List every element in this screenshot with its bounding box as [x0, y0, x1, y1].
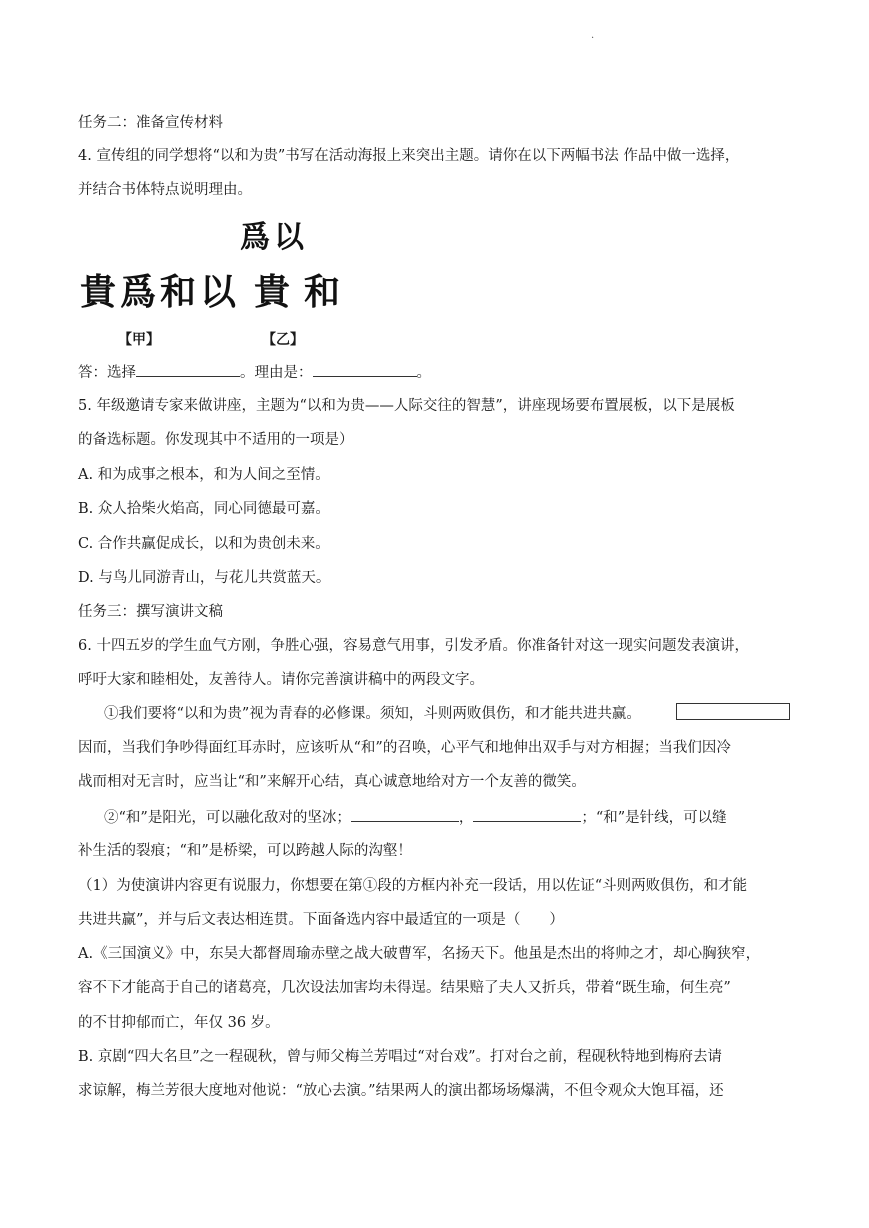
- para1-line3: 战而相对无言时，应当让“和”来解开心结，真心诚意地给对方一个友善的微笑。: [78, 774, 586, 790]
- q4-text-line2: 并结合书体特点说明理由。: [78, 182, 252, 198]
- para2-line1: [104, 807, 790, 828]
- q5-option-a: A. 和为成事之根本，和为人间之至情。: [78, 467, 330, 483]
- option-b-line2: 求谅解，梅兰芳很大度地对他说：“放心去演。”结果两人的演出都场场爆满，不但令观众大饱耳福，还: [78, 1083, 724, 1099]
- para2-blank-2[interactable]: [473, 807, 581, 822]
- para2-suffix: ；“和”是针线，可以缝: [581, 810, 727, 826]
- task3-title: 任务三：撰写演讲文稿: [78, 604, 223, 620]
- calligraphy-yi-bottom: 貴和: [254, 271, 355, 313]
- para2-prefix: ②“和”是阳光，可以融化敌对的坚冰；: [104, 810, 351, 826]
- answer-prefix: 答：选择: [78, 365, 136, 381]
- option-a-line1: A.《三国演义》中，东吴大都督周瑜赤壁之战大破曹军，名扬天下。他虽是杰出的将帅之才，却心胸狭窄，: [78, 946, 761, 962]
- sub1-line2: 共进共赢”，并与后文表达相连贯。下面备选内容中最适宜的一项是（ ）: [78, 912, 564, 928]
- task2-title: 任务二：准备宣传材料: [78, 115, 223, 131]
- q5-text-line1: 5. 年级邀请专家来做讲座，主题为“以和为贵——人际交往的智慧”，讲座现场要布置展板，以下是展板: [78, 398, 735, 414]
- label-yi: 【乙】: [262, 332, 304, 348]
- answer-line: [78, 362, 790, 383]
- q6-text-line1: 6. 十四五岁的学生血气方刚，争胜心强，容易意气用事，引发矛盾。你准备针对这一现实问题发表演讲，: [78, 638, 749, 654]
- label-jia: 【甲】: [118, 332, 160, 348]
- q6-text-line2: 呼吁大家和睦相处，友善待人。请你完善演讲稿中的两段文字。: [78, 672, 484, 688]
- option-a-line2: 容不下才能高于自己的诸葛亮，几次设法加害均未得逞。结果赔了夫人又折兵，带着“既生瑜，何生亮”: [78, 980, 731, 996]
- q5-option-c: C. 合作共赢促成长，以和为贵创未来。: [78, 536, 330, 552]
- para1-line2: 因而，当我们争吵得面红耳赤时，应该听从“和”的召唤，心平气和地伸出双手与对方相握；当我们因冷: [78, 740, 731, 756]
- q4-text-line1: 4. 宣传组的同学想将“以和为贵”书写在活动海报上来突出主题。请你在以下两幅书法 作品中做一选择，: [78, 148, 740, 164]
- q5-text-line2: 的备选标题。你发现其中不适用的一项是）: [78, 432, 354, 448]
- answer-middle: 。理由是：: [240, 365, 313, 381]
- para2-blank-1[interactable]: [351, 807, 459, 822]
- q5-option-b: B. 众人拾柴火焰高，同心同德最可嘉。: [78, 501, 330, 517]
- option-b-line1: B. 京剧“四大名旦”之一程砚秋，曾与师父梅兰芳唱过“对台戏”。打对台之前，程砚秋特地到梅府去请: [78, 1049, 723, 1065]
- para2-comma: ，: [458, 810, 474, 826]
- calligraphy-yi-top: 爲以: [240, 220, 308, 255]
- answer-reason-blank[interactable]: [313, 362, 417, 377]
- answer-choice-blank[interactable]: [136, 362, 240, 377]
- para1-line1: ①我们要将“以和为贵”视为青春的必修课。须知，斗则两败俱伤，和才能共进共赢。: [104, 706, 641, 722]
- header-mark: .: [591, 30, 595, 41]
- calligraphy-jia: 貴爲和以: [80, 271, 241, 313]
- fill-in-box[interactable]: [676, 703, 790, 720]
- sub1-line1: （1）为使演讲内容更有说服力，你想要在第①段的方框内补充一段话，用以佐证“斗则两败俱伤，和才能: [78, 878, 748, 894]
- option-a-line3: 的不甘抑郁而亡，年仅 36 岁。: [78, 1015, 280, 1031]
- q5-option-d: D. 与鸟儿同游青山，与花儿共赏蓝天。: [78, 570, 331, 586]
- para2-line2: 补生活的裂痕；“和”是桥梁，可以跨越人际的沟壑！: [78, 843, 412, 859]
- answer-suffix: 。: [416, 365, 431, 381]
